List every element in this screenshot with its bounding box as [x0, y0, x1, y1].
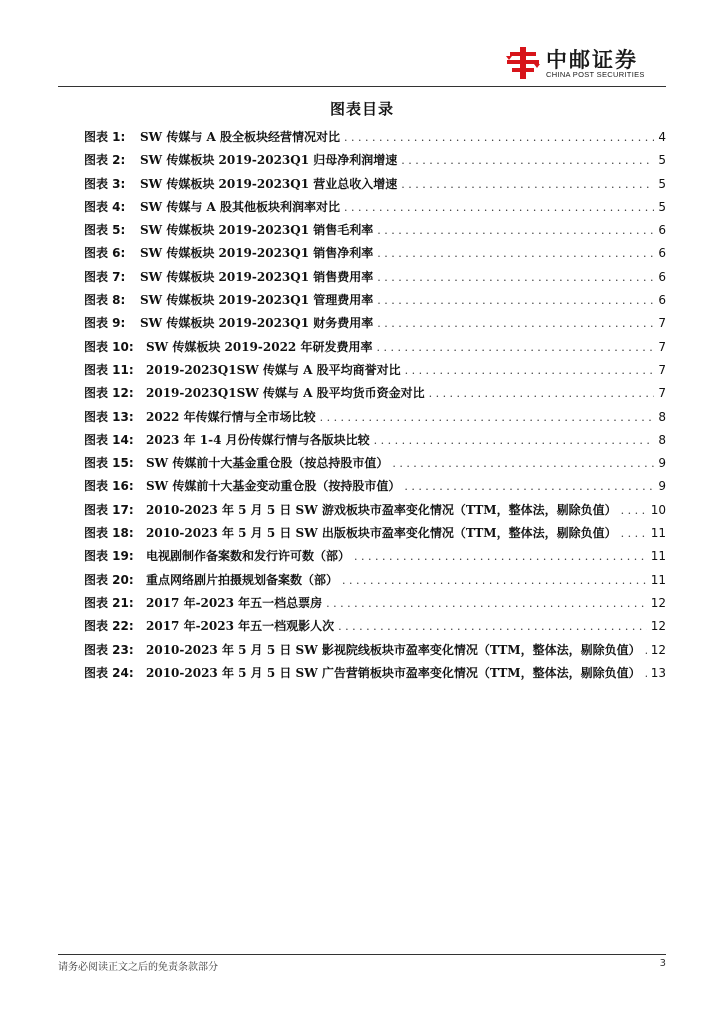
- toc-leader-dots: [401, 154, 654, 167]
- toc-entry-title: SW 传媒板块 2019-2023Q1 归母净利润增速: [140, 153, 398, 168]
- toc-leader-dots: [377, 294, 654, 307]
- toc-entry-label: 图表 9:: [84, 316, 126, 331]
- header-divider: [58, 86, 666, 87]
- toc-entry-label: 图表 2:: [84, 153, 126, 168]
- toc-entry-title: SW 传媒前十大基金重仓股（按总持股市值）: [146, 456, 389, 471]
- toc-entry-title: 2017 年-2023 年五一档总票房: [146, 595, 323, 610]
- toc-leader-dots: [326, 597, 647, 610]
- toc-leader-dots: [320, 411, 655, 424]
- toc-entry-title: SW 传媒板块 2019-2022 年研发费用率: [146, 339, 373, 354]
- toc-leader-dots: [342, 574, 647, 587]
- toc-title: 图表目录: [329, 100, 394, 118]
- toc-entry-page: 12: [650, 619, 666, 634]
- toc-entry[interactable]: [84, 547, 666, 570]
- toc-leader-dots: [377, 317, 654, 330]
- toc-entry[interactable]: [84, 454, 666, 477]
- toc-entry-title: SW 传媒板块 2019-2023Q1 销售费用率: [140, 269, 374, 284]
- toc-entry-title: 2010-2023 年 5 月 5 日 SW 出版板块市盈率变化情况（TTM，整体法，剔除负值）: [146, 526, 617, 541]
- toc-entry-page: 11: [650, 572, 666, 587]
- toc-entry[interactable]: [84, 524, 666, 547]
- toc-entry[interactable]: [84, 431, 666, 454]
- toc-entry-label: 图表 20:: [84, 572, 134, 587]
- toc-leader-dots: [392, 457, 654, 470]
- toc-entry-label: 图表 16:: [84, 479, 134, 494]
- toc-leader-dots: [377, 224, 654, 237]
- disclaimer-note: 请务必阅读正文之后的免责条款部分: [58, 962, 218, 973]
- toc-entry-title: SW 传媒板块 2019-2023Q1 销售毛利率: [140, 223, 374, 238]
- toc-entry-page: 11: [650, 549, 666, 564]
- toc-entry-title: 2010-2023 年 5 月 5 日 SW 游戏板块市盈率变化情况（TTM，整体法，剔除负值）: [146, 502, 617, 517]
- toc-leader-dots: [405, 364, 655, 377]
- toc-entry-title: SW 传媒板块 2019-2023Q1 销售净利率: [140, 246, 374, 261]
- toc-leader-dots: [621, 527, 647, 540]
- toc-leader-dots: [377, 247, 654, 260]
- china-post-logo-icon: [506, 46, 540, 80]
- toc-entry[interactable]: [84, 268, 666, 291]
- toc-entry-title: 2010-2023 年 5 月 5 日 SW 广告营销板块市盈率变化情况（TTM，整体法，剔除负值）: [146, 665, 641, 680]
- toc-entry-label: 图表 22:: [84, 619, 134, 634]
- toc-entry-page: 12: [650, 642, 666, 657]
- toc-leader-dots: [401, 178, 654, 191]
- toc-entry-page: 13: [650, 665, 666, 680]
- toc-entry-page: 11: [650, 526, 666, 541]
- toc-entry-page: 6: [658, 269, 666, 284]
- toc-entry-page: 5: [658, 153, 666, 168]
- toc-entry-page: 12: [650, 595, 666, 610]
- toc-entry[interactable]: [84, 664, 666, 687]
- toc-entry-title: 2022 年传媒行情与全市场比较: [146, 409, 316, 424]
- toc-entry[interactable]: [84, 221, 666, 244]
- toc-entry-label: 图表 23:: [84, 642, 134, 657]
- toc-entry-label: 图表 3:: [84, 176, 126, 191]
- toc-leader-dots: [645, 644, 647, 657]
- toc-entry-page: 9: [658, 456, 666, 471]
- toc-leader-dots: [344, 131, 654, 144]
- toc-leader-dots: [338, 620, 647, 633]
- toc-entry[interactable]: [84, 384, 666, 407]
- toc-list: [84, 128, 666, 687]
- toc-entry-label: 图表 11:: [84, 362, 134, 377]
- toc-leader-dots: [404, 480, 654, 493]
- toc-entry[interactable]: [84, 361, 666, 384]
- toc-entry-title: 电视剧制作备案数和发行许可数（部）: [146, 549, 351, 564]
- toc-entry-label: 图表 14:: [84, 432, 134, 447]
- toc-entry-title: SW 传媒板块 2019-2023Q1 财务费用率: [140, 316, 374, 331]
- toc-entry[interactable]: [84, 571, 666, 594]
- toc-entry-page: 6: [658, 293, 666, 308]
- logo-chinese-name: 中邮证券: [546, 48, 638, 72]
- toc-entry-label: 图表 12:: [84, 386, 134, 401]
- toc-entry-page: 7: [658, 362, 666, 377]
- toc-entry-title: SW 传媒板块 2019-2023Q1 营业总收入增速: [140, 176, 398, 191]
- toc-entry-label: 图表 21:: [84, 595, 134, 610]
- toc-entry[interactable]: [84, 408, 666, 431]
- toc-entry-page: 4: [658, 130, 666, 144]
- logo-english-name: CHINA POST SECURITIES: [546, 70, 645, 79]
- toc-entry-label: 图表 18:: [84, 526, 134, 541]
- toc-leader-dots: [354, 550, 647, 563]
- toc-entry-page: 7: [658, 339, 666, 354]
- toc-entry[interactable]: [84, 151, 666, 174]
- toc-entry[interactable]: [84, 641, 666, 664]
- toc-entry-label: 图表 4:: [84, 199, 126, 214]
- page-number: 3: [659, 958, 666, 969]
- toc-leader-dots: [376, 341, 654, 354]
- toc-entry-page: 6: [658, 246, 666, 261]
- toc-entry-title: SW 传媒与 A 股全板块经营情况对比: [140, 130, 340, 144]
- toc-entry-label: 图表 7:: [84, 269, 126, 284]
- toc-leader-dots: [621, 504, 647, 517]
- toc-entry[interactable]: [84, 244, 666, 267]
- toc-entry-title: 2023 年 1-4 月份传媒行情与各版块比较: [146, 432, 370, 447]
- toc-entry-title: SW 传媒板块 2019-2023Q1 管理费用率: [140, 293, 374, 308]
- toc-entry-title: SW 传媒与 A 股其他板块利润率对比: [140, 199, 340, 214]
- footer-divider: [58, 954, 666, 955]
- toc-entry[interactable]: [84, 198, 666, 221]
- toc-entry-label: 图表 15:: [84, 456, 134, 471]
- company-logo: [506, 44, 666, 84]
- toc-entry[interactable]: [84, 617, 666, 640]
- toc-entry-page: 5: [658, 176, 666, 191]
- toc-entry-label: 图表 17:: [84, 502, 134, 517]
- toc-entry-label: 图表 24:: [84, 665, 134, 680]
- toc-entry-label: 图表 13:: [84, 409, 134, 424]
- toc-entry-page: 7: [658, 316, 666, 331]
- toc-entry-page: 8: [658, 409, 666, 424]
- toc-entry-page: 10: [650, 502, 666, 517]
- toc-leader-dots: [377, 271, 654, 284]
- toc-entry[interactable]: [84, 477, 666, 500]
- toc-entry-page: 8: [658, 432, 666, 447]
- toc-entry-page: 6: [658, 223, 666, 238]
- toc-entry-title: 2010-2023 年 5 月 5 日 SW 影视院线板块市盈率变化情况（TTM，整体法，剔除负值）: [146, 642, 641, 657]
- toc-entry-label: 图表 5:: [84, 223, 126, 238]
- toc-entry[interactable]: [84, 128, 666, 151]
- toc-entry[interactable]: [84, 291, 666, 314]
- toc-leader-dots: [429, 387, 655, 400]
- toc-entry[interactable]: [84, 175, 666, 198]
- toc-entry-page: 5: [658, 199, 666, 214]
- toc-entry-label: 图表 1:: [84, 130, 126, 144]
- toc-leader-dots: [344, 201, 654, 214]
- toc-leader-dots: [374, 434, 655, 447]
- toc-entry-label: 图表 6:: [84, 246, 126, 261]
- toc-entry[interactable]: [84, 314, 666, 337]
- toc-entry-title: 2019-2023Q1SW 传媒与 A 股平均商誉对比: [146, 362, 401, 377]
- toc-entry-page: 7: [658, 386, 666, 401]
- toc-entry[interactable]: [84, 501, 666, 524]
- toc-entry-title: 重点网络剧片拍摄规划备案数（部）: [146, 572, 339, 587]
- toc-entry-label: 图表 10:: [84, 339, 134, 354]
- toc-entry-page: 9: [658, 479, 666, 494]
- toc-entry[interactable]: [84, 338, 666, 361]
- toc-entry-title: 2019-2023Q1SW 传媒与 A 股平均货币资金对比: [146, 386, 425, 401]
- toc-entry[interactable]: [84, 594, 666, 617]
- toc-entry-label: 图表 8:: [84, 293, 126, 308]
- toc-entry-title: SW 传媒前十大基金变动重仓股（按持股市值）: [146, 479, 401, 494]
- toc-leader-dots: [645, 667, 647, 680]
- toc-entry-label: 图表 19:: [84, 549, 134, 564]
- toc-entry-title: 2017 年-2023 年五一档观影人次: [146, 619, 335, 634]
